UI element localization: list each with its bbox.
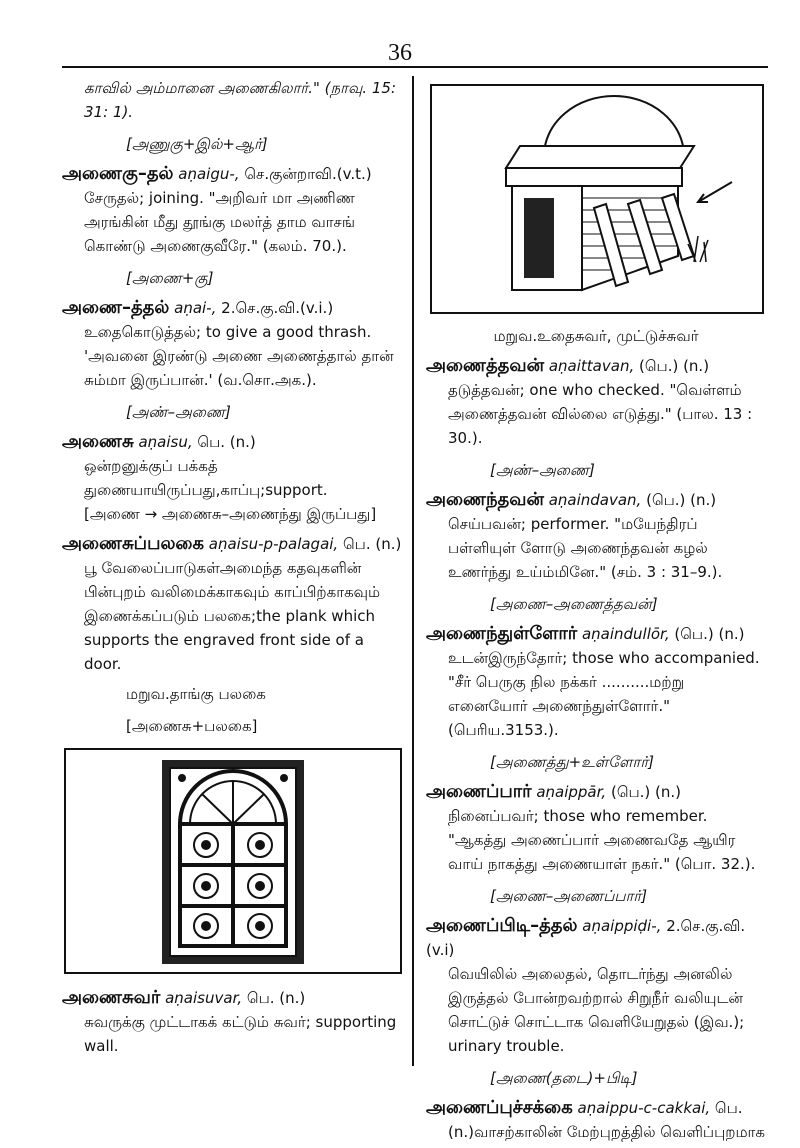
grammar-label: (பெ.) (n.): [610, 783, 682, 801]
derivation-note: [அணை → அணைசு–அணைந்து இருப்பது]: [84, 505, 377, 523]
transliteration: aṇai-,: [174, 299, 217, 317]
headword: அணைத்தவன்: [426, 355, 545, 376]
grammar-label: பெ.: [714, 1099, 743, 1117]
entry-definition: தடுத்தவன்; one who checked. "வெள்ளம் அணைத்தவன் வில்லை எடுத்து." (பால. 13 : 30.).: [448, 381, 753, 447]
entry-definition: (n.)வாசற்காலின் மேற்புறத்தில் வெளிப்புறமாக: [448, 1123, 765, 1141]
etymology: [அண்–அணை]: [490, 461, 595, 479]
transliteration: aṇaindavan,: [548, 491, 642, 509]
transliteration: aṇaindullōr,: [581, 625, 670, 643]
supporting-wall-drawing: [432, 86, 762, 312]
transliteration: aṇaisu-p-palagai,: [208, 535, 339, 553]
etymology: [அணை(தடை)+பிடி]: [490, 1069, 638, 1087]
transliteration: aṇaittavan,: [548, 357, 635, 375]
headword: அணைப்பிடி–த்தல்: [426, 915, 578, 936]
page-number: 36: [388, 40, 412, 66]
dictionary-entry: [62, 296, 402, 392]
etymology: [அண்–அணை]: [126, 403, 231, 421]
figure-caption: மறுவ.உதைசுவர், முட்டுச்சுவர்: [493, 327, 699, 345]
transliteration: aṇaippār,: [536, 783, 607, 801]
door-illustration: [64, 748, 402, 974]
grammar-label: பெ. (n.): [197, 433, 256, 451]
headword: அணைந்தவன்: [426, 489, 544, 510]
etymology: [அணைத்து+உள்ளோர்]: [490, 753, 655, 771]
grammar-label: (பெ.) (n.): [674, 625, 745, 643]
entry-definition: சேருதல்; joining. "அறிவர் மா அணிண அரங்கின் மீது தூங்கு மலர்த் தாம வாசங் கொண்டு அணைகுவீரே." (கலம். 70.).: [84, 189, 355, 255]
etymology: [அணுகு+இல்+ஆர்]: [126, 135, 268, 153]
grammar-label: பெ. (n.): [246, 989, 306, 1007]
headword: அணைப்பார்: [426, 781, 532, 802]
headword: அணைகு–தல்: [62, 163, 174, 184]
entry-definition: உடன்இருந்தோர்; those who accompanied. "சீர் பெருகு நில நக்கர் ..........மற்று எனையோர் அணைந்துள்ளோர்." (பெரிய.3153.).: [448, 649, 760, 739]
etymology: [அணைசு+பலகை]: [126, 717, 258, 735]
transliteration: aṇaigu-,: [178, 165, 240, 183]
wall-illustration: [430, 84, 764, 314]
etymology: [அணை–அணைப்பார்]: [490, 887, 648, 905]
continued-quotation: காவில் அம்மானை அணைகிலார்." (நாவு. 15: 31: 1).: [84, 79, 397, 121]
right-column: [426, 76, 766, 1148]
transliteration: aṇaippu-c-cakkai,: [577, 1099, 711, 1117]
entry-definition: ஒன்றனுக்குப் பக்கத் துணையாயிருப்பது,காப்பு;support.: [84, 457, 328, 499]
synonym-note: மறுவ.தாங்கு பலகை: [126, 685, 266, 703]
entry-definition: செய்பவன்; performer. "மயேந்திரப் பள்ளியுள் ளோடு அணைந்தவன் கழல் உணர்ந்து உய்ம்மினே." (சம். 3 : 31–9.).: [448, 515, 723, 581]
grammar-label: 2.செ.கு.வி. (v.i): [426, 917, 746, 959]
grammar-label: பெ. (n.): [342, 535, 402, 553]
headword: அணைந்துள்ளோர்: [426, 623, 578, 644]
dictionary-entry: [62, 986, 402, 1058]
etymology: [அணை–அணைத்தவன்]: [490, 595, 658, 613]
header-rule: [62, 66, 768, 68]
transliteration: aṇaisuvar,: [165, 989, 243, 1007]
transliteration: aṇaippiḍi-,: [582, 917, 662, 935]
headword: அணைசுப்பலகை: [62, 533, 204, 554]
headword: அணைசுவர்: [62, 987, 161, 1008]
headword: அணைப்புச்சக்கை: [426, 1097, 573, 1118]
entry-definition: பூ வேலைப்பாடுகள்அமைந்த கதவுகளின் பின்புறம் வலிமைக்காகவும் காப்பிற்காகவும் இணைக்கப்படும் பலகை;the plank which supports the engraved front side of a door.: [84, 559, 381, 673]
dictionary-entry: [426, 1096, 766, 1144]
dictionary-entry: [426, 780, 766, 876]
dictionary-entry: [62, 532, 402, 676]
dictionary-entry: [62, 430, 402, 526]
headword: அணை–த்தல்: [62, 297, 170, 318]
headword: அணைசு: [62, 431, 134, 452]
dictionary-entry: [62, 162, 402, 258]
entry-definition: சுவருக்கு முட்டாகக் கட்டும் சுவர்; supporting wall.: [84, 1013, 397, 1055]
entry-definition: வெயிலில் அலைதல், தொடர்ந்து அனலில் இருத்தல் போன்றவற்றால் சிறுநீர் வலியுடன் சொட்டுச் சொட்டாக வெளியேறுதல் (இவ.); urinary trouble.: [448, 965, 745, 1055]
dictionary-entry: [426, 622, 766, 742]
left-column: [62, 76, 402, 1062]
grammar-label: 2.செ.கு.வி.(v.i.): [221, 299, 334, 317]
entry-definition: நினைப்பவர்; those who remember. "ஆகத்து அணைப்பார் அணைவதே ஆயிர வாய் நாகத்து அணையாள் நகர்." (பொ. 32.).: [448, 807, 756, 873]
grammar-label: செ.குன்றாவி.(v.t.): [244, 165, 372, 183]
dictionary-entry: [426, 488, 766, 584]
entry-definition: உதைகொடுத்தல்; to give a good thrash. 'அவனை இரண்டு அணை அணைத்தால் தான் சும்மா இருப்பான்.' (வ.சொ.அக.).: [84, 323, 394, 389]
dictionary-entry: [426, 354, 766, 450]
grammar-label: (பெ.) (n.): [639, 357, 710, 375]
carved-door-drawing: [66, 750, 400, 972]
grammar-label: (பெ.) (n.): [646, 491, 717, 509]
dictionary-entry: [426, 914, 766, 1058]
etymology: [அணை+கு]: [126, 269, 214, 287]
column-divider: [412, 76, 414, 1066]
transliteration: aṇaisu,: [138, 433, 193, 451]
